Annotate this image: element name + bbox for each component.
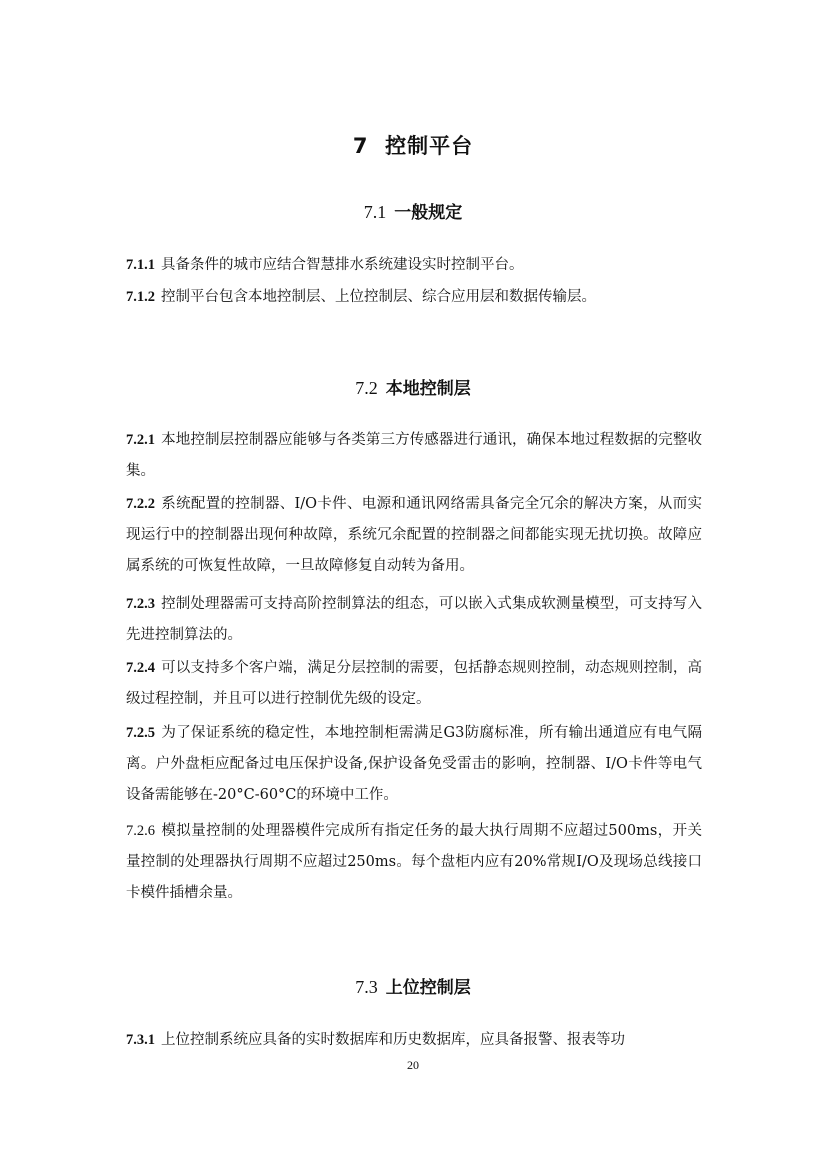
clause-text: 本地控制层控制器应能够与各类第三方传感器进行通讯，确保本地过程数据的完整收集。 — [126, 432, 702, 479]
section-name: 一般规定 — [394, 203, 463, 223]
section-name: 上位控制层 — [385, 978, 471, 998]
clause-7-1-1 — [126, 250, 702, 281]
clause-text: 控制处理器需可支持高阶控制算法的组态，可以嵌入式集成软测量模型，可支持写入先进控制算法的。 — [126, 596, 702, 643]
clause-number: 7.2.3 — [126, 596, 155, 612]
section-name: 本地控制层 — [385, 379, 471, 399]
clause-text: 系统配置的控制器、I/O卡件、电源和通讯网络需具备完全冗余的解决方案，从而实现运行中的控制器出现何种故障，系统冗余配置的控制器之间都能实现无扰切换。故障应属系统的可恢复性故障，一旦故障修复自动转为备用。 — [126, 496, 702, 574]
section-number: 7.3 — [355, 977, 378, 997]
clause-7-3-1 — [126, 1025, 702, 1056]
page-number: 20 — [407, 1058, 419, 1072]
clause-number: 7.3.1 — [126, 1032, 155, 1048]
clause-7-2-1 — [126, 425, 702, 487]
clause-number: 7.2.1 — [126, 432, 155, 448]
clause-number: 7.1.2 — [126, 289, 155, 305]
clause-text: 可以支持多个客户端，满足分层控制的需要，包括静态规则控制，动态规则控制，高级过程控制，并且可以进行控制优先级的设定。 — [126, 660, 702, 707]
clause-text: 为了保证系统的稳定性，本地控制柜需满足G3防腐标准，所有输出通道应有电气隔离。户外盘柜应配备过电压保护设备,保护设备免受雷击的影响，控制器、I/O卡件等电气设备需能够在-20°C-60°C的环境中工作。 — [126, 725, 702, 803]
clause-7-2-4 — [126, 653, 702, 715]
clause-text: 模拟量控制的处理器模件完成所有指定任务的最大执行周期不应超过500ms，开关量控制的处理器执行周期不应超过250ms。每个盘柜内应有20%常规I/O及现场总线接口卡模件插槽余量。 — [126, 823, 702, 901]
chapter-number: 7 — [352, 134, 369, 158]
clause-text: 上位控制系统应具备的实时数据库和历史数据库，应具备报警、报表等功 — [161, 1032, 625, 1048]
clause-number: 7.2.5 — [126, 725, 155, 741]
clause-7-2-5 — [126, 718, 702, 811]
clause-7-2-2 — [126, 489, 702, 582]
section-heading-7-3 — [0, 973, 826, 998]
chapter-name: 控制平台 — [385, 134, 474, 158]
clause-text: 具备条件的城市应结合智慧排水系统建设实时控制平台。 — [161, 257, 524, 273]
clause-number: 7.2.4 — [126, 660, 155, 676]
clause-number: 7.1.1 — [126, 257, 155, 273]
chapter-title — [0, 130, 826, 160]
section-heading-7-1 — [0, 198, 826, 223]
section-number: 7.2 — [355, 378, 378, 398]
clause-number: 7.2.6 — [126, 823, 155, 839]
section-number: 7.1 — [363, 202, 387, 222]
clause-text: 控制平台包含本地控制层、上位控制层、综合应用层和数据传输层。 — [161, 289, 596, 305]
clause-7-2-6 — [126, 816, 702, 909]
clause-7-1-2 — [126, 282, 702, 313]
clause-7-2-3 — [126, 589, 702, 651]
section-heading-7-2 — [0, 374, 826, 399]
clause-number: 7.2.2 — [126, 496, 155, 512]
